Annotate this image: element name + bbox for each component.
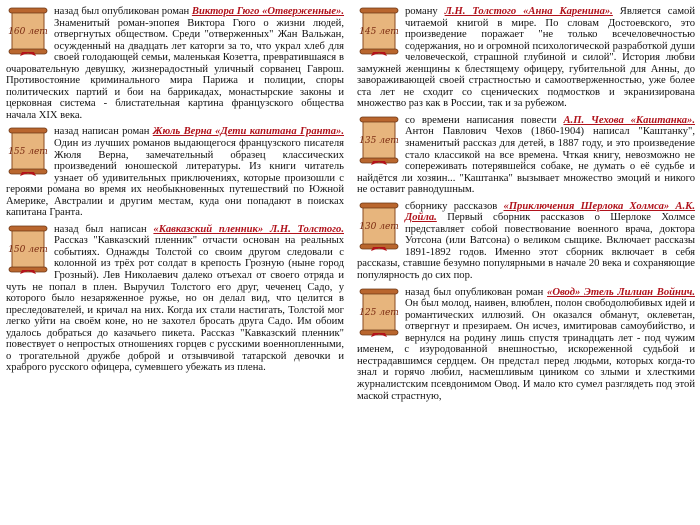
badge-label: 125 лет [359, 307, 399, 318]
scroll-badge [357, 115, 401, 165]
entry-text [357, 115, 695, 196]
scroll-badge [6, 6, 50, 56]
entry-lead: сборнику рассказов [405, 200, 504, 212]
entry-text [357, 201, 695, 282]
badge-label: 145 лет [359, 27, 399, 37]
entry-kashtanka [357, 115, 695, 196]
badge-label: 150 лет [8, 244, 48, 255]
scroll-badge [357, 201, 401, 251]
scroll-icon [6, 224, 50, 274]
entry-title: «Кавказский пленник» Л.Н. Толстого. [153, 223, 344, 235]
scroll-icon [357, 201, 401, 251]
left-column [6, 6, 344, 379]
entry-captain-grant [6, 126, 344, 218]
entry-title: Л.Н. Толстого «Анна Каренина». [444, 6, 613, 17]
entry-title: «Овод» Этель Лилиан Войнич. [547, 286, 695, 298]
scroll-icon [357, 287, 401, 337]
entry-title: Виктора Гюго «Отверженные». [191, 6, 345, 17]
right-column [357, 6, 695, 407]
entry-text [357, 287, 695, 402]
entry-caucasian-prisoner [6, 224, 344, 374]
entry-lead: роману [405, 6, 445, 17]
entry-text [6, 6, 344, 121]
entry-title: А.П. Чехова «Каштанка». [563, 114, 696, 126]
scroll-badge [6, 224, 50, 274]
entry-body: Рассказ "Кавказский пленник" отчасти основан на реальных событиях. Однажды Толстой со своим другом следовали с колонной из трёх рот солдат в крепость Грозную (ныне город Грозный). Лев Николаевич далеко отъехал от своего отряда и чуть не попал в плен. Выручил Толстого его друг, чеченец Садо, у которого было незаряженное ружье, но он делал вид, что целится в преследователей, и кричал на них. Когда их стали настигать, Толстой мог легко уйти на своём коне, но не захотел бросать друга Садо. Им обоим удалось добраться до казачьего пикета. Рассказ "Кавказский пленник" повествует о непростых отношениях горцев с русскими военнопленными, о трогательной дружбе доброй и отзывчивой татарской девочки и храброго русского офицера, сумевшего убежать из плена. [6, 235, 344, 374]
entry-body: Знаменитый роман-эпопея Виктора Гюго о жизни людей, отвергнутых обществом. Среди "отверженных" Жан Вальжан, осужденный на двадцать лет каторги за то, что украл хлеб для своей голодающей семьи, маленькая Козетта, превратившаяся в очаровательную девушку, жизнерадостный уличный сорванец Гаврош. Противостояние криминального мира Парижа и полиции, споры политических партий и бои на баррикадах, монастырские законы и церковная система - блистательная картина французского общества начала XIX века. [6, 17, 344, 121]
badge-label: 135 лет [359, 135, 399, 146]
scroll-icon [357, 6, 401, 56]
entry-body: Антон Павлович Чехов (1860-1904) написал "Каштанку", знаменитый рассказ для детей, в 1887 году, и это произведение стало классикой на все времена. Чткая книгу, невозможно не сопереживать потерявшейся собаке, не думать о её судьбе и найдётся ли хозяин... "Каштанка" вызывает множество эмоций и никого не оставит равнодушным. [357, 126, 695, 196]
entry-text [6, 126, 344, 218]
entry-text [357, 6, 695, 110]
entry-lead: назад написан роман [54, 126, 153, 138]
entry-les-miserables [6, 6, 344, 121]
scroll-icon [6, 6, 50, 56]
entry-lead: назад был опубликован роман [54, 6, 192, 17]
scroll-badge [357, 287, 401, 337]
entry-lead: назад был написан [54, 223, 154, 235]
entry-body: Один из лучших романов выдающегося французского писателя Жюля Верна, замечательный образец классических произведений юношеской литературы. Из книги читатель узнает об удивительных приключениях, которые произошли с героями романа во время их необыкновенных путешествий по Южной Америке, Австралии и другим местам, куда они попадают в поисках капитана Гранта. [6, 138, 344, 219]
badge-label: 130 лет [359, 221, 399, 232]
entry-gadfly [357, 287, 695, 402]
badge-label: 155 лет [8, 147, 48, 158]
entry-title: Жюль Верна «Дети капитана Гранта». [152, 126, 345, 138]
entry-sherlock-holmes [357, 201, 695, 282]
scroll-icon [6, 126, 50, 176]
entry-lead: со времени написания повести [405, 114, 564, 126]
scroll-badge [6, 126, 50, 176]
badge-label: 160 лет [8, 27, 48, 37]
entry-body: Является самой читаемой книгой в мире. По словам Достоевского, это произведение поражает "не только всечеловечностью содержания, но и огромной психологической разработкой души человеческой, страшной глубиной и силой". История любви замужней женщины к блестящему офицеру, губительной для Анны, до завораживающей своей страстностью и самоотверженностью, уже более ста лет не сходит со сценических подмостков и экранизирована множество раз как в России, так и за рубежом. [357, 6, 696, 110]
entry-anna-karenina [357, 6, 695, 110]
scroll-badge [357, 6, 401, 56]
entry-lead: назад был опубликован роман [405, 286, 548, 298]
entry-body: Он был молод, наивен, влюблен, полон свободолюбивых идей и романтических иллюзий. Он оказался обманут, оклеветан, отвергнут и презираем. Он исчез, имитировав самоубийство, и вернулся на родину лишь спустя тринадцать лет - под чужим именем, с изуродованной внешностью, искореженной судьбой и нестрадавшимся сердцем. Он предстал перед людьми, которых когда-то знал и горячо любил, насмешливым циником со злыми и хлесткими журналистским псевдонимом Овод. И мало кто сумел разглядеть под этой маской страстную, [357, 298, 695, 402]
entry-text [6, 224, 344, 374]
entry-body: Первый сборник рассказов о Шерлоке Холмсе представляет собой повествование военного врача, доктора Уотсона (или Ватсона) о великом сыщике. Включает рассказы 1891-1892 годов. Именно этот сборник включает в себя рассказы, ставшие безумно популярными в начале 20 века и сохраняющие популярность до сих пор. [357, 212, 695, 282]
entry-title: «Приключения Шерлока Холмса» А.К. Дойла. [405, 200, 695, 224]
scroll-icon [357, 115, 401, 165]
